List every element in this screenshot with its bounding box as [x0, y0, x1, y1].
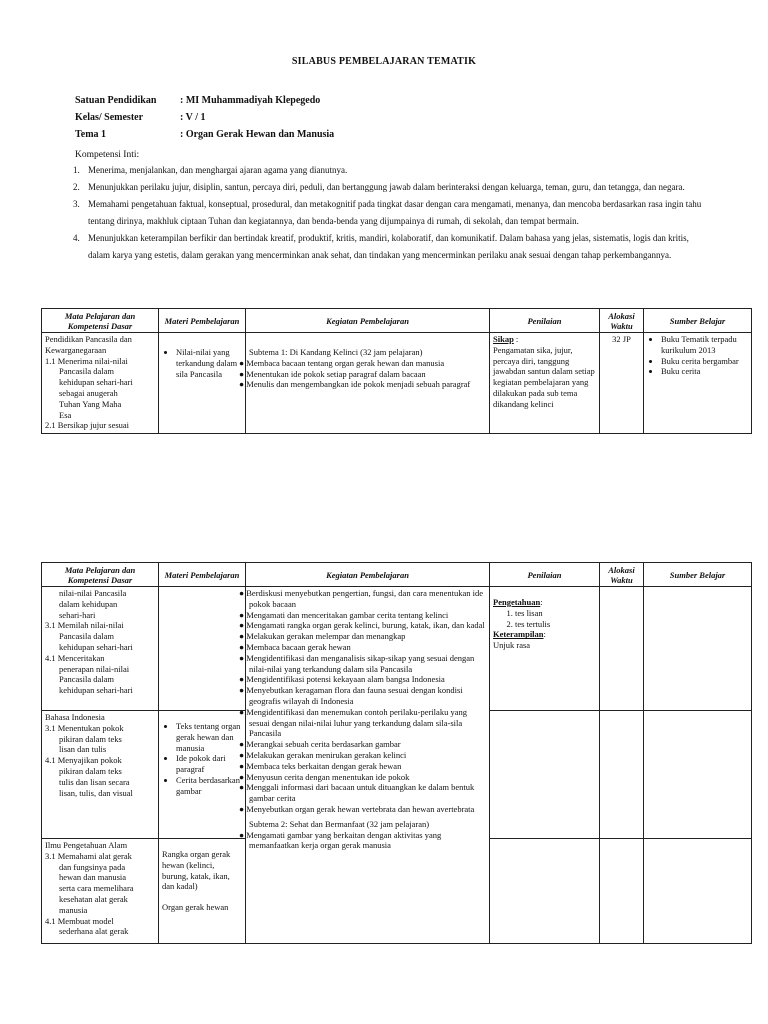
header-mapel: Mata Pelajaran dan Kompetensi Dasar: [42, 309, 159, 333]
list-item: ● Membaca teks berkaitan dengan gerak hewan: [239, 760, 402, 771]
cell-materi: [159, 711, 246, 839]
ki-item: 1. Menerima, menjalankan, dan menghargai ajaran agama yang dianutnya.: [73, 165, 348, 175]
list-item: ● Menentukan ide pokok setiap paragraf dalam bacaan: [239, 368, 426, 379]
info-label-kelas: Kelas/ Semester: [75, 112, 144, 123]
cell-mapel: Pendidikan Pancasila dan Kewarganegaraan 1.1 Menerima nilai-nilai Pancasila dalam kehidupan sehari-hari sebagai anugerah Tuhan Yang Maha Esa 2.1 Bersikap jujur sesuai: [42, 333, 159, 434]
list-item: ● Menyusun cerita dengan menentukan ide pokok: [239, 771, 410, 782]
cell-sumber: [644, 711, 752, 839]
header-kegiatan: Kegiatan Pembelajaran: [246, 563, 490, 587]
cell-penilaian: [490, 839, 600, 944]
cell-sumber: [644, 333, 752, 434]
ki-item: 4. Menunjukkan keterampilan berfikir dan bertindak kreatif, produktif, kritis, mandiri, kolaboratif, dan komunikatif. Dalam bahasa yang jelas, sistematis, logis dan kritis, dalam karya yang estetis, dalam gerakan yang mencerminkan anak sehat, dan tindakan yang mencerminkan perilaku anak sesuai dengan tahap perkembangannya.: [73, 233, 689, 260]
list-item: ● Melakukan gerakan melempar dan menangkap: [239, 631, 406, 642]
list-item: ● Menyebutkan keragaman flora dan fauna sesuai dengan kondisi geografis wilayah di Indonesia: [239, 685, 463, 706]
cell-mapel: Ilmu Pengetahuan Alam 3.1 Memahami alat gerak dan fungsinya pada hewan dan manusia serta cara memelihara kesehatan alat gerak manusia 4.1 Membuat model sederhana alat gerak: [42, 839, 159, 944]
list-item: • Cerita berdasarkan gambar: [176, 775, 242, 797]
info-value-satuan: : MI Muhammadiyah Klepegedo: [180, 95, 321, 106]
list-item: • Teks tentang organ gerak hewan dan manusia: [176, 721, 242, 753]
list-item: ● Menggali informasi dari bacaan untuk dituangkan ke dalam bentuk gambar cerita: [239, 782, 475, 804]
cell-sumber: [644, 839, 752, 944]
cell-kegiatan: Subtema 1: Di Kandang Kelinci (32 jam pelajaran) ● Membaca bacaan tentang organ gerak hewan dan manusia ● Menentukan ide pokok setiap paragraf dalam bacaan ● Menulis dan mengembangkan ide pokok menjadi sebuah paragraf: [246, 333, 490, 434]
header-penilaian: Penilaian: [490, 563, 600, 587]
list-item: 1. tes lisan: [515, 608, 596, 619]
info-label-satuan: Satuan Pendidikan: [75, 95, 157, 106]
header-materi: Materi Pembelajaran: [159, 309, 246, 333]
list-item: ● Mengidentifikasi dan menemukan contoh perilaku-perilaku yang sesuai dengan nilai-nilai luhur yang terkandung dalam sila-sila Pancasila: [239, 706, 467, 739]
cell-materi: [159, 333, 246, 434]
list-item: ● Merangkai sebuah cerita berdasarkan gambar: [239, 739, 401, 750]
page-title: SILABUS PEMBELAJARAN TEMATIK: [291, 56, 477, 67]
header-penilaian: Penilaian: [490, 309, 600, 333]
header-alokasi: Alokasi Waktu: [600, 563, 644, 587]
list-item: ● Menulis dan mengembangkan ide pokok menjadi sebuah paragraf: [239, 379, 471, 390]
silabus-table-1: [41, 308, 752, 434]
list-item: ● Menyebutkan organ gerak hewan vertebrata dan hewan avertebrata: [239, 803, 475, 814]
ki-heading: Kompetensi Inti:: [75, 150, 140, 160]
list-item: ● Mengidentifikasi dan menganalisis sikap-sikap yang sesuai dengan nilai-nilai yang terkandung dalam sila Pancasila: [239, 652, 475, 674]
list-item: ● Membaca bacaan tentang organ gerak hewan dan manusia: [239, 357, 445, 368]
header-materi: Materi Pembelajaran: [159, 563, 246, 587]
cell-penilaian: Sikap : Pengamatan sika, jujur, percaya diri, tanggung jawabdan santun dalam setiap kegiatan pembelajaran yang dilakukan pada sub tema dikandang kelinci: [490, 333, 600, 434]
list-item: • Ide pokok dari paragraf: [176, 753, 242, 775]
cell-alokasi: [600, 711, 644, 839]
header-kegiatan: Kegiatan Pembelajaran: [246, 309, 490, 333]
list-item: ● Mengamati dan menceritakan gambar cerita tentang kelinci: [239, 609, 449, 620]
cell-sumber: [644, 587, 752, 711]
list-item: ● Mengidentifikasi potensi kekayaan alam bangsa Indonesia: [239, 674, 445, 685]
header-mapel: Mata Pelajaran dan Kompetensi Dasar: [42, 563, 159, 587]
cell-mapel: nilai-nilai Pancasila dalam kehidupan sehari-hari 3.1 Memilah nilai-nilai Pancasila dalam kehidupan sehari-hari 4.1 Menceritakan penerapan nilai-nilai Pancasila dalam kehidupan sehari-hari: [42, 587, 159, 711]
header-sumber: Sumber Belajar: [644, 309, 752, 333]
list-item: • Buku cerita: [661, 366, 748, 377]
list-item: ● Mengamati gambar yang berkaitan dengan aktivitas yang memanfaatkan kerja organ gerak manusia: [239, 829, 442, 851]
ki-item: 2. Menunjukkan perilaku jujur, disiplin, santun, percaya diri, peduli, dan bertanggung jawab dalam berinteraksi dengan keluarga, teman, guru, dan tetangga, dan negara.: [73, 182, 685, 192]
cell-alokasi: [600, 839, 644, 944]
header-sumber: Sumber Belajar: [644, 563, 752, 587]
list-item: ● Berdiskusi menyebutkan pengertian, fungsi, dan cara menentukan ide pokok bacaan: [239, 588, 484, 609]
header-alokasi: Alokasi Waktu: [600, 309, 644, 333]
cell-mapel: Bahasa Indonesia 3.1 Menentukan pokok pikiran dalam teks lisan dan tulis 4.1 Menyajikan pokok pikiran dalam teks tulis dan lisan secara lisan, tulis, dan visual: [42, 711, 159, 839]
ki-item: 3. Memahami pengetahuan faktual, konseptual, prosedural, dan metakognitif pada tingkat dasar dengan cara mengamati, menanya, dan mencoba berdasarkan rasa ingin tahu tentang dirinya, makhluk ciptaan Tuhan dan kegiatannya, dan benda-benda yang dijumpainya di rumah, di sekolah, dan tempat bermain.: [73, 199, 702, 226]
list-item: ● Mengamati rangka organ gerak kelinci, burung, katak, ikan, dan kadal: [239, 620, 485, 631]
list-item: ● Membaca bacaan gerak hewan: [239, 641, 351, 652]
info-value-tema: : Organ Gerak Hewan dan Manusia: [180, 129, 335, 140]
list-item: • Nilai-nilai yang terkandung dalam sila Pancasila: [176, 347, 242, 379]
list-item: • Buku cerita bergambar: [661, 356, 748, 367]
cell-alokasi: 32 JP: [600, 333, 644, 434]
cell-penilaian: [490, 711, 600, 839]
ki-list: [70, 162, 710, 264]
list-item: 2. tes tertulis: [515, 619, 596, 630]
cell-materi: [159, 587, 246, 711]
cell-alokasi: [600, 587, 644, 711]
subtema-heading: Subtema 2: Sehat dan Bermanfaat (32 jam pelajaran): [249, 818, 430, 829]
list-item: ● Melakukan gerakan menirukan gerakan kelinci: [239, 749, 407, 760]
cell-materi: Rangka organ gerak hewan (kelinci, burung, katak, ikan, dan kadal) Organ gerak hewan: [159, 839, 246, 944]
silabus-table-2: [41, 562, 752, 944]
info-label-tema: Tema 1: [75, 129, 107, 140]
cell-kegiatan: [239, 587, 490, 944]
info-value-kelas: : V / 1: [180, 112, 206, 123]
list-item: • Buku Tematik terpadu kurikulum 2013: [661, 334, 748, 356]
cell-penilaian: Pengetahuan: 1. tes lisan 2. tes tertulis Keterampilan: Unjuk rasa: [490, 587, 600, 711]
